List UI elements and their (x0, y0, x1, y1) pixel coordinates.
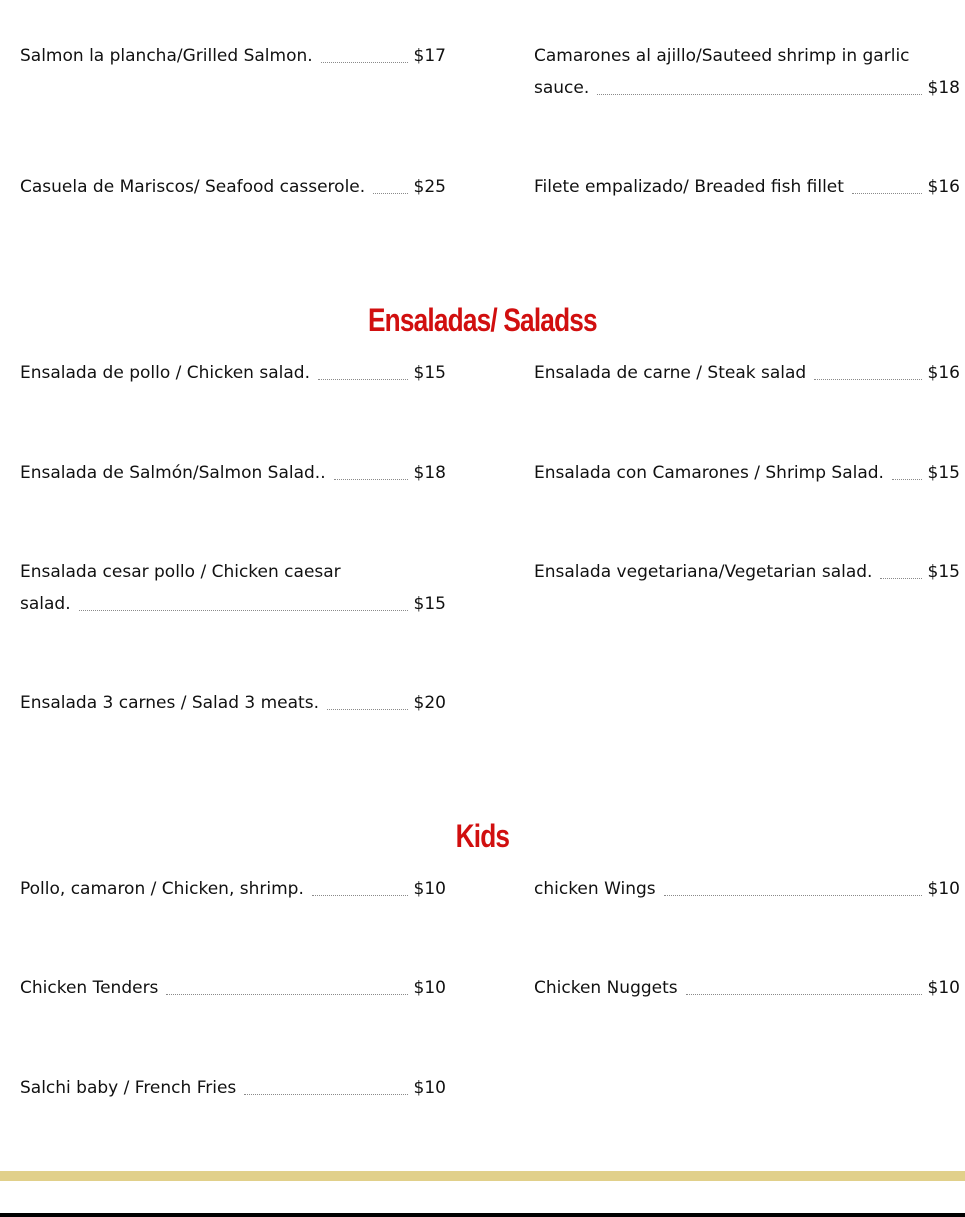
item-price: $16 (927, 177, 960, 197)
item-name: Ensalada vegetariana/Vegetarian salad. (534, 562, 873, 582)
item-name: Chicken Tenders (20, 978, 159, 998)
dot-leader (79, 610, 408, 611)
dot-leader (597, 94, 921, 95)
dot-leader (318, 379, 408, 380)
item-price: $20 (413, 693, 446, 713)
menu-item-chicken-caesar-salad (20, 556, 446, 620)
dot-leader (852, 193, 922, 194)
menu-item-shrimp-salad (534, 457, 960, 489)
item-price: $10 (413, 978, 446, 998)
footer-black-rule (0, 1213, 965, 1217)
item-name: Ensalada con Camarones / Shrimp Salad. (534, 463, 884, 483)
menu-item-chicken-wings (534, 873, 960, 905)
item-price: $25 (413, 177, 446, 197)
item-price: $15 (927, 562, 960, 582)
dot-leader (880, 578, 921, 579)
item-price: $15 (413, 594, 446, 614)
menu-item-chicken-salad (20, 357, 446, 389)
dot-leader (166, 994, 407, 995)
item-price: $10 (413, 879, 446, 899)
dot-leader (244, 1094, 407, 1095)
dot-leader (373, 193, 407, 194)
menu-item-seafood-casserole (20, 171, 446, 203)
dot-leader (686, 994, 922, 995)
item-price: $18 (927, 78, 960, 98)
dot-leader (321, 62, 408, 63)
footer-gold-bar (0, 1171, 965, 1181)
item-name: Ensalada de Salmón/Salmon Salad.. (20, 463, 326, 483)
menu-item-salchi-baby (20, 1072, 446, 1104)
item-name: Salmon la plancha/Grilled Salmon. (20, 46, 313, 66)
item-name: Chicken Nuggets (534, 978, 678, 998)
item-name-line2: salad. (20, 594, 71, 614)
dot-leader (892, 479, 922, 480)
menu-item-breaded-fish-fillet (534, 171, 960, 203)
menu-item-grilled-salmon (20, 40, 446, 72)
dot-leader (664, 895, 922, 896)
dot-leader (327, 709, 408, 710)
menu-item-salad-3-meats (20, 687, 446, 719)
item-price: $16 (927, 363, 960, 383)
item-name: chicken Wings (534, 879, 656, 899)
menu-item-chicken-tenders (20, 972, 446, 1004)
item-name: Ensalada 3 carnes / Salad 3 meats. (20, 693, 319, 713)
item-price: $17 (413, 46, 446, 66)
item-name-line1: Ensalada cesar pollo / Chicken caesar (20, 562, 341, 582)
item-name: Filete empalizado/ Breaded fish fillet (534, 177, 844, 197)
section-title-kids: Kids (455, 818, 510, 854)
item-price: $10 (927, 978, 960, 998)
section-title-salads: Ensaladas/ Saladss (367, 302, 597, 338)
item-name: Ensalada de pollo / Chicken salad. (20, 363, 310, 383)
item-price: $18 (413, 463, 446, 483)
dot-leader (334, 479, 408, 480)
item-price: $15 (413, 363, 446, 383)
menu-item-salmon-salad (20, 457, 446, 489)
item-name: Salchi baby / French Fries (20, 1078, 237, 1098)
item-price: $10 (413, 1078, 446, 1098)
menu-item-chicken-nuggets (534, 972, 960, 1004)
menu-item-chicken-shrimp (20, 873, 446, 905)
dot-leader (312, 895, 408, 896)
item-name: Casuela de Mariscos/ Seafood casserole. (20, 177, 366, 197)
item-name: Ensalada de carne / Steak salad (534, 363, 807, 383)
menu-item-vegetarian-salad (534, 556, 960, 588)
item-name: Pollo, camaron / Chicken, shrimp. (20, 879, 304, 899)
menu-item-steak-salad (534, 357, 960, 389)
item-name-line2: sauce. (534, 78, 590, 98)
item-name-line1: Camarones al ajillo/Sauteed shrimp in garlic (534, 46, 910, 66)
menu-item-garlic-shrimp (534, 40, 960, 104)
item-price: $10 (927, 879, 960, 899)
dot-leader (814, 379, 921, 380)
item-price: $15 (927, 463, 960, 483)
